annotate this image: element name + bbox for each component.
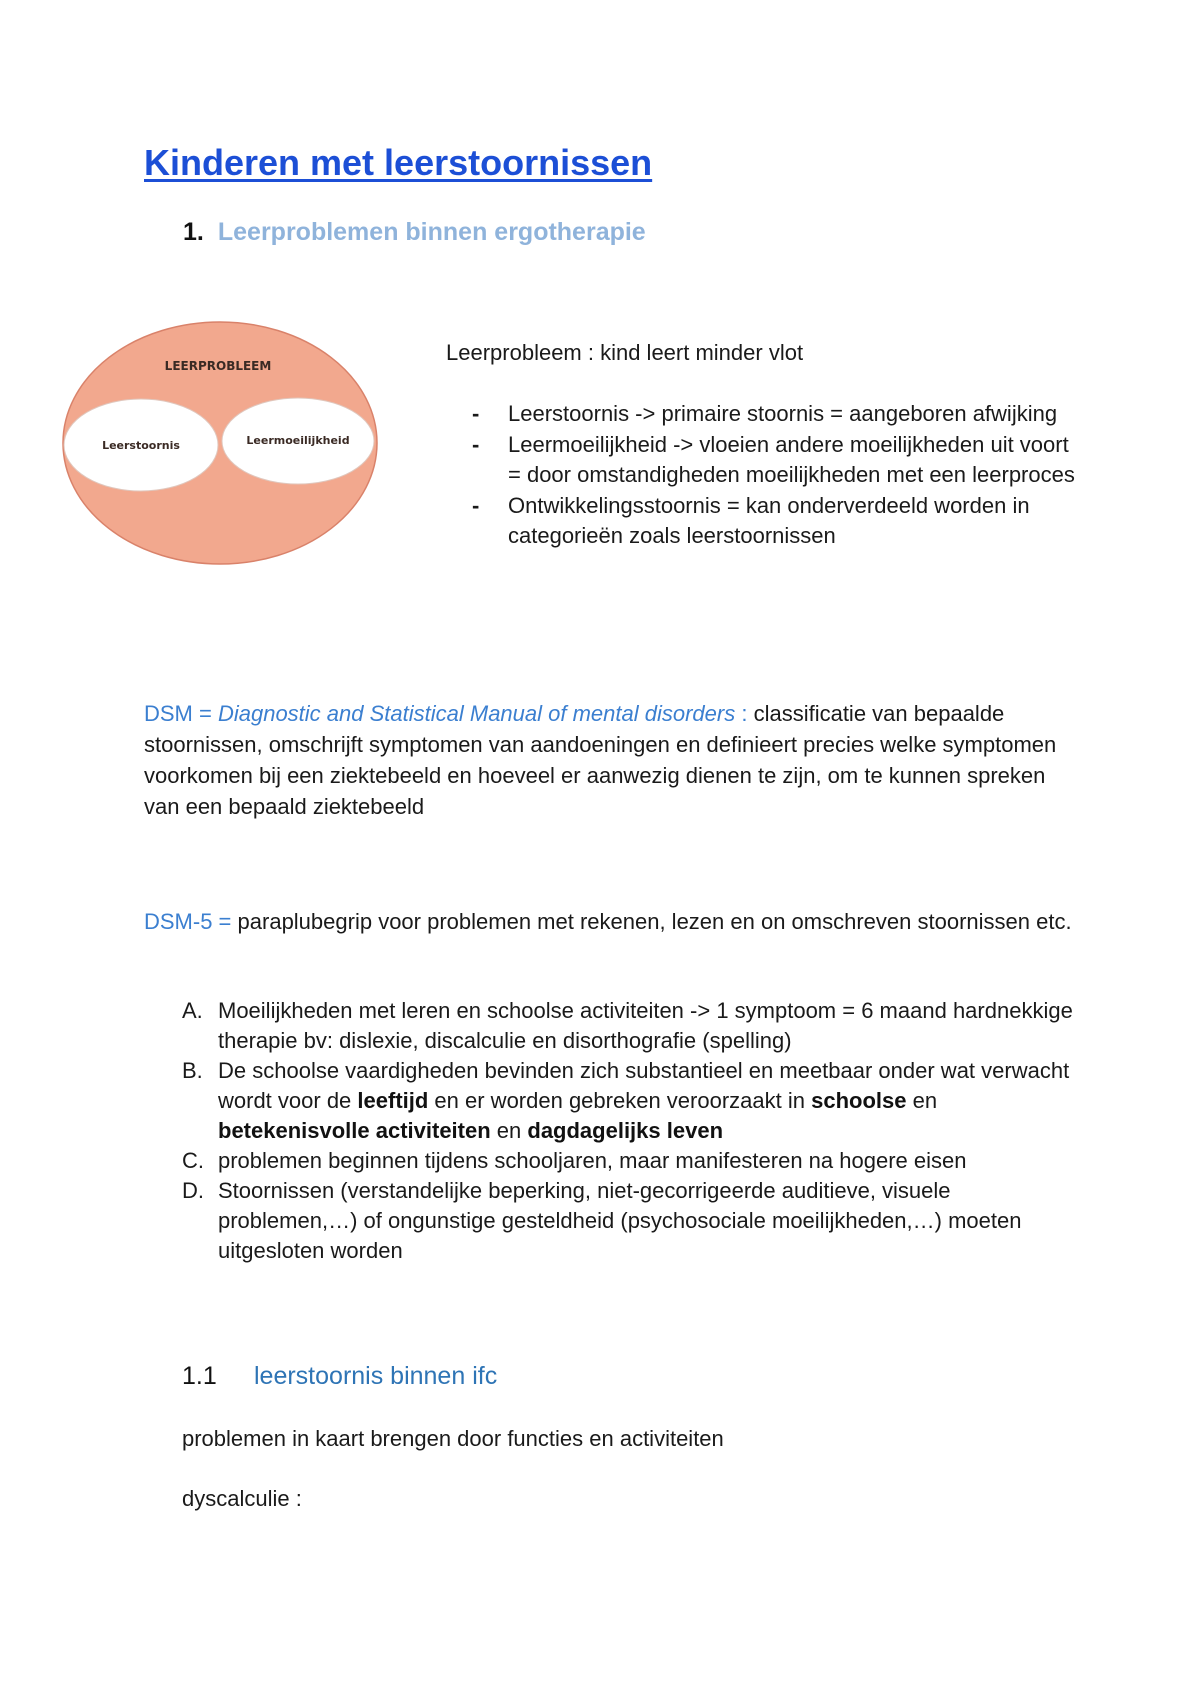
list-item: - Leermoeilijkheid -> vloeien andere moeilijkheden uit voort = door omstandigheden moeilijkheden met een leerproces	[466, 430, 1086, 491]
leerprobleem-definition: Leerprobleem : kind leert minder vlot	[446, 340, 804, 365]
dsm5-description: paraplubegrip voor problemen met rekenen, lezen en on omschreven stoornissen etc.	[237, 909, 1072, 934]
dsm5-paragraph	[144, 906, 1084, 937]
dsm-description: classificatie van bepaalde stoornissen, omschrijft symptomen van aandoeningen en definieert precies welke symptomen voorkomen bij een ziektebeeld en hoeveel er aanwezig dienen te zijn, om te kunnen spreken van een bepaald ziektebeeld	[144, 701, 1057, 819]
criteria-text: en	[490, 1118, 528, 1143]
criteria-item-d	[182, 1176, 1082, 1266]
criteria-bold: dagdagelijks leven	[527, 1118, 724, 1143]
list-item: - Ontwikkelingsstoornis = kan onderverdeeld worden in categorieën zoals leerstoornissen	[466, 491, 1086, 552]
criteria-text: Stoornissen (verstandelijke beperking, niet-gecorrigeerde auditieve, visuele problemen,…) of ongunstige gesteldheid (psychosociale moeilijkheden,…) moeten uitgesloten worden	[218, 1178, 1022, 1263]
criteria-bold: schoolse	[811, 1088, 907, 1113]
dsm-term: DSM =	[144, 701, 218, 726]
criteria-item-b	[182, 1056, 1082, 1146]
criteria-list	[182, 996, 1082, 1266]
list-item: - Leerstoornis -> primaire stoornis = aangeboren afwijking	[466, 399, 1086, 430]
dsm-colon: :	[735, 701, 754, 726]
criteria-text: en er worden gebreken veroorzaakt in	[428, 1088, 812, 1113]
criteria-text: Moeilijkheden met leren en schoolse activiteiten -> 1 symptoom = 6 maand hardnekkige therapie bv: dislexie, discalculie en disorthografie (spelling)	[218, 998, 1073, 1053]
dsm5-term: DSM-5 =	[144, 909, 238, 934]
dyscalculie-label: dyscalculie :	[182, 1486, 302, 1511]
page-title: Kinderen met leerstoornissen	[144, 142, 653, 183]
criteria-text: en	[906, 1088, 938, 1113]
subsection-number: 1.1	[182, 1362, 217, 1390]
dsm-paragraph	[144, 698, 1084, 822]
leerprobleem-label: LEERPROBLEEM	[164, 359, 272, 373]
criteria-bold: betekenisvolle activiteiten	[218, 1118, 491, 1143]
subsection-heading	[182, 1362, 497, 1391]
subsection-title: leerstoornis binnen ifc	[254, 1362, 498, 1390]
criteria-marker: A.	[182, 998, 203, 1023]
criteria-text: De schoolse vaardigheden bevinden zich substantieel en meetbaar onder wat verwacht wordt voor de	[218, 1058, 1070, 1113]
criteria-item-c	[182, 1146, 1082, 1176]
dsm-expansion: Diagnostic and Statistical Manual of mental disorders	[217, 701, 736, 726]
leerprobleem-diagram	[60, 318, 380, 568]
leerstoornis-label: Leerstoornis	[102, 439, 180, 452]
criteria-marker: B.	[182, 1058, 203, 1083]
leerprobleem-list	[466, 399, 1086, 552]
ifc-intro: problemen in kaart brengen door functies en activiteiten	[182, 1426, 724, 1451]
criteria-marker: C.	[182, 1148, 204, 1173]
leermoeilijkheid-label: Leermoeilijkheid	[246, 434, 350, 447]
criteria-marker: D.	[182, 1178, 204, 1203]
criteria-text: problemen beginnen tijdens schooljaren, maar manifesteren na hogere eisen	[218, 1148, 967, 1173]
section-number: 1.	[183, 218, 204, 246]
criteria-bold: leeftijd	[357, 1088, 429, 1113]
section-heading-1	[183, 218, 646, 247]
criteria-item-a	[182, 996, 1082, 1056]
section-title: Leerproblemen binnen ergotherapie	[217, 218, 646, 246]
